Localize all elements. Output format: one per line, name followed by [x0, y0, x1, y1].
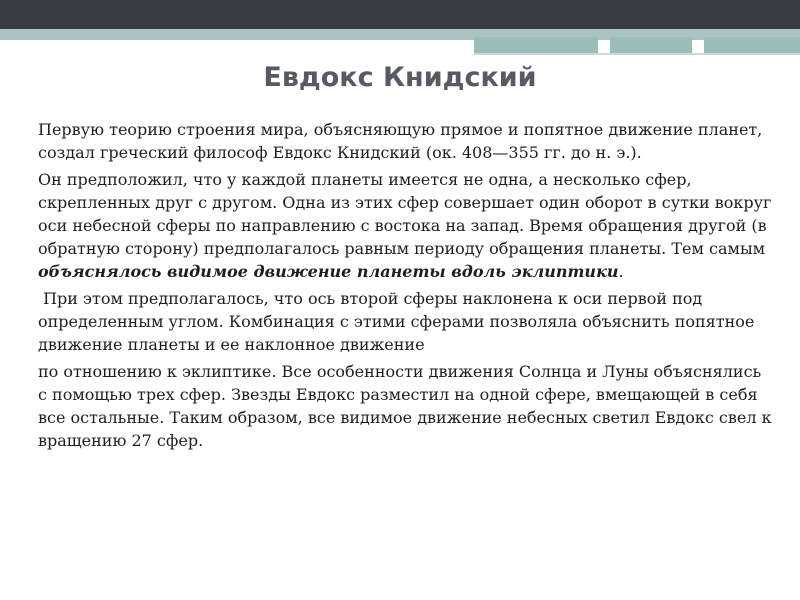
header-dark-band: [0, 0, 800, 29]
paragraph-intro: Первую теорию строения мира, объясняющую прямое и попятное движение планет, создал греческий философ Евдокс Книдский (ок. 408—355 гг. до н. э.).: [38, 120, 763, 162]
paragraph-text: Он предположил, что у каждой планеты имеется не одна, а несколько сфер, скрепленных друг с другом. Одна из этих сфер совершает один оборот в сутки вокруг оси небесной сферы по направлению с востока на запад. Время обращения другой (в обратную сторону) предполагалось равным периоду обращения планеты. Тем самым: [38, 170, 772, 258]
header-accent-block: [610, 37, 692, 53]
slide-body: [38, 118, 773, 456]
header-accent-block: [474, 37, 598, 53]
paragraph-spheres: [38, 168, 773, 283]
paragraph-axis: При этом предполагалось, что ось второй сферы наклонена к оси первой под определенным углом. Комбинация с этими сферами позволяла объяснить попятное движение планеты и ее наклонное движение: [38, 289, 760, 354]
header-accent-block: [704, 37, 800, 53]
paragraph-text: .: [618, 262, 624, 281]
paragraph-conclusion: по отношению к эклиптике. Все особенности движения Солнца и Луны объяснялись с помощью трех сфер. Звезды Евдокс разместил на одной сфере, вмещающей в себя все остальные. Таким образом, все видимое движение небесных светил Евдокс свел к вращению 27 сфер.: [38, 362, 772, 450]
header-accent-line: [474, 53, 800, 55]
slide-title: Евдокс Книдский: [263, 62, 537, 93]
emphasized-text: объяснялось видимое движение планеты вдоль эклиптики: [38, 262, 619, 281]
